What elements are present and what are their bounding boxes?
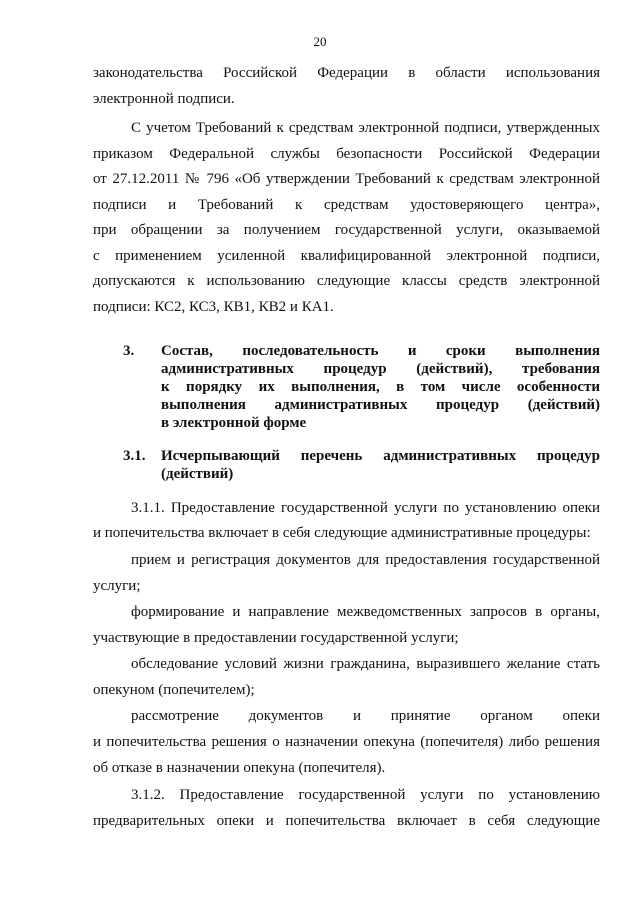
heading-line: выполнения административных процедур (действий) [161,397,600,413]
text-line: законодательства Российской Федерации в области использования [93,65,600,81]
text-line: опекуном (попечителем); [93,682,255,698]
heading-line: административных процедур (действий), требования [161,361,600,377]
section-number: 3.1. [123,448,146,464]
text-line: и попечительства включает в себя следующие административные процедуры: [93,525,591,541]
text-line: рассмотрение документов и принятие органом опеки [131,708,600,724]
text-line: подписи и Требований к средствам удостоверяющего центра», [93,197,600,213]
text-line: С учетом Требований к средствам электронной подписи, утвержденных [131,120,600,136]
text-line: участвующие в предоставлении государственной услуги; [93,630,459,646]
text-line: подписи: КС2, КС3, КВ1, КВ2 и КА1. [93,299,334,315]
text-line: электронной подписи. [93,91,235,107]
page-number: 20 [313,34,327,49]
text-line: с применением усиленной квалифицированной электронной подписи, [93,248,600,264]
heading-line: в электронной форме [161,415,307,431]
text-line: 3.1.2. Предоставление государственной услуги по установлению [131,787,600,803]
text-line: приказом Федеральной службы безопасности Российской Федерации [93,146,600,162]
section-number: 3. [123,343,135,359]
text-line: обследование условий жизни гражданина, выразившего желание стать [131,656,600,672]
text-line: 3.1.1. Предоставление государственной услуги по установлению опеки [131,500,600,516]
text-line: об отказе в назначении опекуна (попечителя). [93,760,386,776]
text-line: прием и регистрация документов для предоставления государственной [131,552,600,568]
text-line: от 27.12.2011 № 796 «Об утверждении Требований к средствам электронной [93,171,600,187]
text-line: предварительных опеки и попечительства включает в себя следующие [93,813,600,829]
heading-line: к порядку их выполнения, в том числе особенности [161,379,600,395]
text-line: допускаются к использованию следующие классы средств электронной [93,273,600,289]
text-line: услуги; [93,578,141,594]
text-line: при обращении за получением государственной услуги, оказываемой [93,222,600,238]
text-line: и попечительства решения о назначении опекуна (попечителя) либо решения [93,734,600,750]
heading-line: (действий) [161,466,234,482]
heading-line: Исчерпывающий перечень административных процедур [161,448,600,464]
heading-line: Состав, последовательность и сроки выполнения [161,343,600,359]
text-line: формирование и направление межведомственных запросов в органы, [131,604,600,620]
